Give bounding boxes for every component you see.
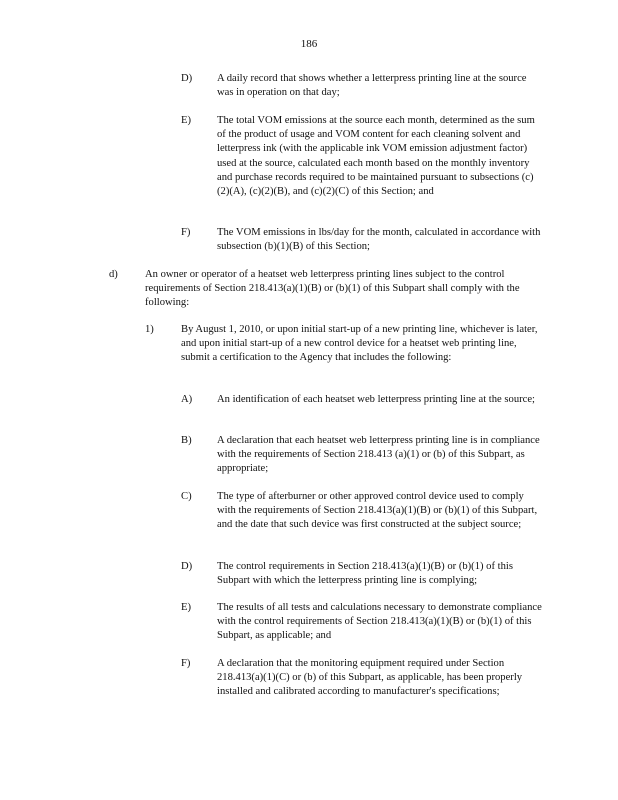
item-text: By August 1, 2010, or upon initial start-up of a new printing line, whichever is later, and upon initial start-up of a new control device for a heatset web printing line, submit a certification to the Agency that includes the following: [181,324,538,364]
item-text: An identification of each heatset web letterpress printing line at the source; [217,394,535,405]
item-label: C) [181,491,192,502]
item-text: The results of all tests and calculations necessary to demonstrate compliance with the control requirements of Section 218.413(a)(1)(B) or (b)(1) of this Subpart, as applicable; and [217,602,542,642]
page-number: 186 [300,38,318,50]
item-text: The total VOM emissions at the source each month, determined as the sum of the product of usage and VOM content for each cleaning solvent and letterpress ink (with the applicable ink VOM emission adjustment factor) used at the source, calculated each month based on the monthly inventory and purchase records required to be maintained pursuant to subsections (c)(2)(A), (c)(2)(B), and (c)(2)(C) of this Section; and [217,115,535,198]
item-label: A) [181,394,193,405]
item-text: The control requirements in Section 218.413(a)(1)(B) or (b)(1) of this Subpart with which the letterpress printing line is complying; [217,561,513,587]
item-text: The type of afterburner or other approved control device used to comply with the requirements of Section 218.413(a)(1)(B) or (b)(1) of this Subpart, and the date that such device was first constructed at the subject source; [217,491,538,531]
item-text: A declaration that the monitoring equipment required under Section 218.413(a)(1)(C) or (b) of this Subpart, as applicable, has been properly installed and calibrated according to manufacturer's specifications; [217,658,523,698]
item-label: D) [181,73,193,84]
item-label: 1) [145,324,154,335]
item-text: A daily record that shows whether a letterpress printing line at the source was in operation on that day; [217,73,527,99]
item-text: An owner or operator of a heatset web letterpress printing lines subject to the control requirements of Section 218.413(a)(1)(B) or (b)(1) of this Subpart shall comply with the following: [145,269,520,309]
item-label: D) [181,561,193,572]
item-text: A declaration that each heatset web letterpress printing line is in compliance with the requirements of Section 218.413 (a)(1) or (b) of this Subpart, as appropriate; [217,435,540,475]
item-label: B) [181,435,192,446]
item-label: F) [181,658,191,669]
item-label: d) [109,269,118,280]
item-label: E) [181,602,191,613]
item-text: The VOM emissions in lbs/day for the month, calculated in accordance with subsection (b)(1)(B) of this Section; [217,227,541,253]
item-label: E) [181,115,191,126]
item-label: F) [181,227,191,238]
